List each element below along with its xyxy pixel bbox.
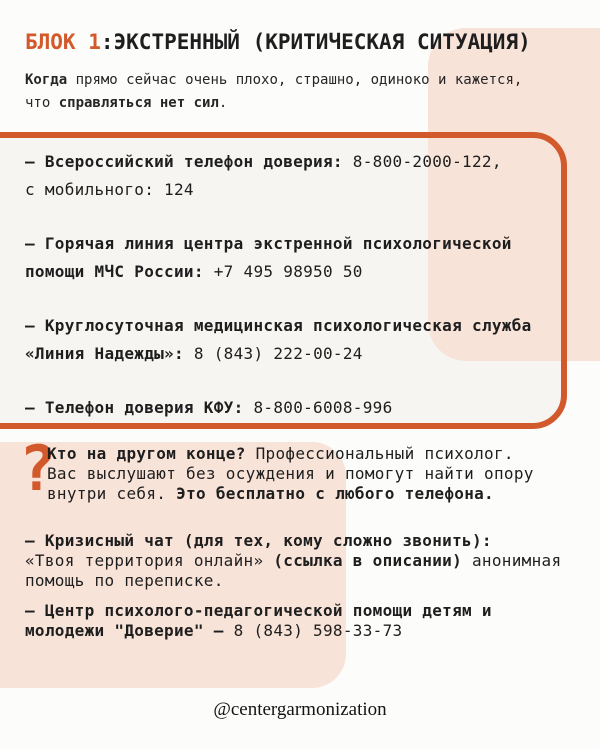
crisis-chat-line: помощь по переписке.	[25, 571, 224, 590]
center-doverie-line: молодежи "Доверие" – 8 (843) 598-33-73	[25, 621, 403, 640]
center-doverie-text	[25, 601, 492, 641]
hotline-line: — Круглосуточная медицинская психологическая служба	[25, 316, 532, 335]
crisis-chat-line: «Твоя территория онлайн» (ссылка в описании) анонимная	[25, 551, 562, 570]
page-title-text: ЭКСТРЕННЫЙ (КРИТИЧЕСКАЯ СИТУАЦИЯ)	[113, 30, 531, 54]
hotline-item-vserossiysky	[25, 148, 565, 204]
hotline-line: помощи МЧС России: +7 495 98950 50	[25, 262, 363, 281]
center-doverie-line: — Центр психолого-педагогической помощи детям и	[25, 601, 492, 620]
who-answers-text	[47, 444, 534, 504]
block-label: БЛОК 1	[25, 30, 101, 54]
who-answers-line: внутри себя. Это бесплатно с любого телефона.	[47, 484, 494, 503]
hotline-item-mchs	[25, 230, 565, 286]
block-separator: :	[100, 30, 114, 54]
who-answers-line: Вас выслушают без осуждения и помогут найти опору	[47, 464, 534, 483]
intro-text	[25, 69, 522, 115]
hotline-line: с мобильного: 124	[25, 180, 194, 199]
intro-line: Когда прямо сейчас очень плохо, страшно, одиноко и кажется,	[25, 72, 523, 88]
footer-handle: @centergarmonization	[213, 699, 387, 720]
hotline-line: «Линия Надежды»: 8 (843) 222-00-24	[25, 344, 363, 363]
hotline-item-kfu	[25, 394, 565, 422]
crisis-chat-line: — Кризисный чат (для тех, кому сложно звонить):	[25, 531, 492, 550]
hotline-item-liniya-nadezhdy	[25, 312, 565, 368]
crisis-chat-text	[25, 531, 561, 591]
question-mark-icon: ?	[19, 432, 57, 505]
hotline-line: — Горячая линия центра экстренной психологической	[25, 234, 512, 253]
page-title	[25, 30, 531, 54]
intro-line: что справляться нет сил.	[25, 95, 228, 111]
who-answers-line: Кто на другом конце? Профессиональный психолог.	[47, 444, 514, 463]
hotline-line: — Всероссийский телефон доверия: 8-800-2000-122,	[25, 152, 502, 171]
hotlines-list	[25, 148, 565, 448]
hotline-line: — Телефон доверия КФУ: 8-800-6008-996	[25, 398, 393, 417]
